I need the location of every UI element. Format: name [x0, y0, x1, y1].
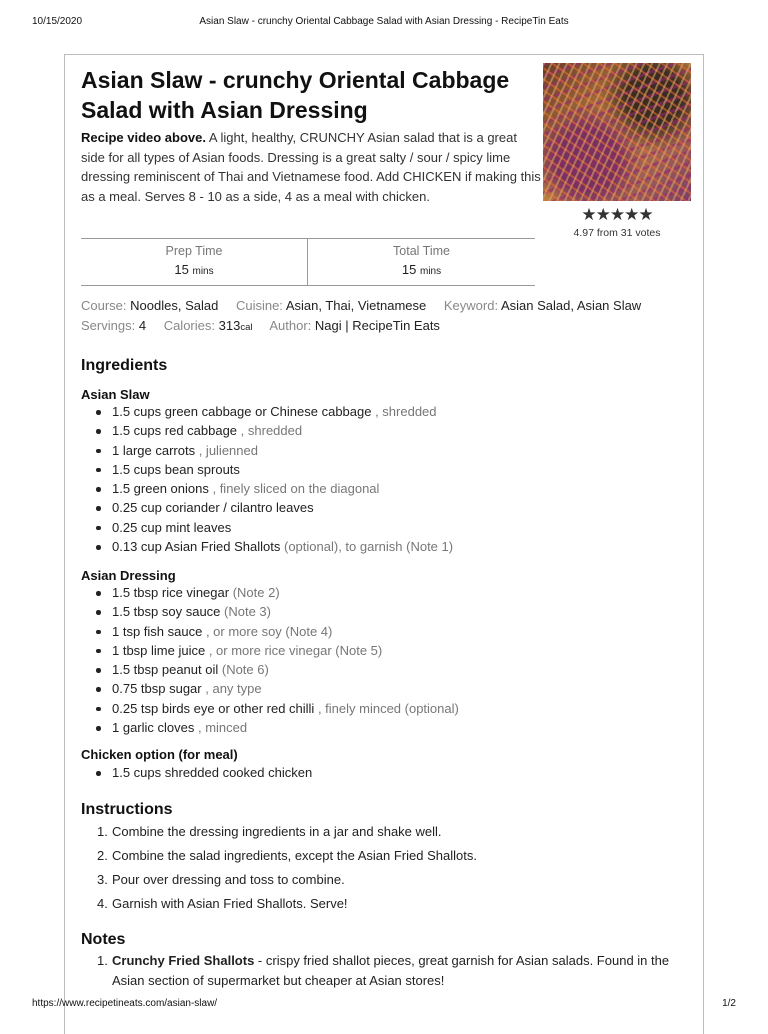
- instructions-heading: Instructions: [81, 801, 173, 818]
- instruction-step: 4. Garnish with Asian Fried Shallots. Serve!: [97, 896, 348, 911]
- summary-bold: Recipe video above.: [81, 130, 206, 145]
- ingredient-item: 1 tsp fish sauce , or more soy (Note 4): [81, 622, 681, 641]
- ingredient-item: 1.5 cups red cabbage , shredded: [81, 421, 681, 440]
- ingredient-list-asian-dressing: [81, 583, 681, 737]
- prep-time-label: Prep Time: [165, 244, 223, 258]
- print-footer: [32, 998, 736, 1012]
- print-date: 10/15/2020: [32, 16, 83, 27]
- ingredient-item: 1.5 green onions , finely sliced on the diagonal: [81, 479, 681, 498]
- notes-heading: Notes: [81, 931, 126, 948]
- ingredient-item: 1.5 cups shredded cooked chicken: [81, 763, 681, 782]
- ingredient-list-asian-slaw: [81, 402, 681, 556]
- prep-time: [81, 239, 308, 285]
- summary-text: A light, healthy, CRUNCHY Asian salad that is a great side for all types of Asian foods. Dressing is a great salty / sour / spicy lime dressing reminiscent of Thai and Vietnamese food. Add CHICKEN if making this as a meal. Serves 8 - 10 as a side, 4 as a meal with chicken.: [81, 130, 541, 204]
- ingredient-item: 1 large carrots , julienned: [81, 441, 681, 460]
- recipe-photo: [543, 63, 691, 201]
- ingredient-group-name: Asian Dressing: [81, 568, 176, 583]
- ingredient-item: 1.5 tbsp rice vinegar (Note 2): [81, 583, 681, 602]
- author-value[interactable]: Nagi | RecipeTin Eats: [314, 318, 440, 333]
- print-header: [32, 16, 736, 30]
- ingredient-item: 0.25 cup mint leaves: [81, 518, 681, 537]
- cuisine-value: Asian, Thai, Vietnamese: [285, 298, 427, 313]
- ingredient-item: 1.5 tbsp soy sauce (Note 3): [81, 602, 681, 621]
- keyword-value: Asian Salad, Asian Slaw: [501, 298, 642, 313]
- print-page-number: 1/2: [722, 998, 736, 1009]
- servings-value: 4: [138, 318, 147, 333]
- course-value: Noodles, Salad: [130, 298, 219, 313]
- notes-list: [81, 951, 677, 990]
- recipe-times: [81, 238, 535, 286]
- ingredient-group-name: Chicken option (for meal): [81, 747, 238, 762]
- calories-value: 313cal: [218, 318, 253, 333]
- ingredient-item: 0.25 cup coriander / cilantro leaves: [81, 498, 681, 517]
- recipe-meta-row-1: [81, 298, 691, 313]
- print-page-title: Asian Slaw - crunchy Oriental Cabbage Salad with Asian Dressing - RecipeTin Eats: [199, 16, 569, 27]
- ingredient-item: 0.75 tbsp sugar , any type: [81, 679, 681, 698]
- ingredient-item: 1 tbsp lime juice , or more rice vinegar (Note 5): [81, 641, 681, 660]
- cuisine-label: Cuisine:: [235, 298, 283, 313]
- instructions-list: [81, 822, 681, 918]
- note-item: 1. Crunchy Fried Shallots - crispy fried shallot pieces, great garnish for Asian salads. Found in the Asian section of supermarket but cheaper at Asian stores!: [97, 953, 670, 988]
- rating-votes: 4.97 from 31 votes: [573, 227, 661, 239]
- ingredients-heading: Ingredients: [81, 357, 168, 374]
- recipe-card: [64, 54, 704, 1034]
- recipe-title: Asian Slaw - crunchy Oriental Cabbage Salad with Asian Dressing: [81, 67, 510, 123]
- ingredient-item: 0.13 cup Asian Fried Shallots (optional), to garnish (Note 1): [81, 537, 681, 556]
- recipe-summary: [81, 128, 541, 206]
- ingredient-item: 1.5 cups green cabbage or Chinese cabbage , shredded: [81, 402, 681, 421]
- ingredient-item: 1.5 cups bean sprouts: [81, 460, 681, 479]
- ingredient-item: 1 garlic cloves , minced: [81, 718, 681, 737]
- instruction-step: 2. Combine the salad ingredients, except the Asian Fried Shallots.: [97, 848, 477, 863]
- author-label: Author:: [269, 318, 312, 333]
- course-label: Course:: [81, 298, 127, 313]
- instruction-step: 1. Combine the dressing ingredients in a jar and shake well.: [97, 824, 442, 839]
- ingredient-item: 1.5 tbsp peanut oil (Note 6): [81, 660, 681, 679]
- instruction-step: 3. Pour over dressing and toss to combine.: [97, 872, 345, 887]
- total-time-value: 15 mins: [401, 262, 442, 277]
- servings-label: Servings:: [81, 318, 136, 333]
- recipe-meta-row-2: [81, 318, 691, 333]
- ingredient-item: 0.25 tsp birds eye or other red chilli , finely minced (optional): [81, 699, 681, 718]
- rating-stars[interactable]: ★★★★★: [581, 205, 653, 225]
- total-time: [308, 239, 535, 285]
- ingredient-list-chicken: [81, 763, 681, 782]
- total-time-label: Total Time: [393, 244, 450, 258]
- print-url: https://www.recipetineats.com/asian-slaw/: [32, 998, 218, 1009]
- calories-label: Calories:: [163, 318, 215, 333]
- prep-time-value: 15 mins: [174, 262, 214, 277]
- ingredient-group-name: Asian Slaw: [81, 387, 150, 402]
- keyword-label: Keyword:: [443, 298, 499, 313]
